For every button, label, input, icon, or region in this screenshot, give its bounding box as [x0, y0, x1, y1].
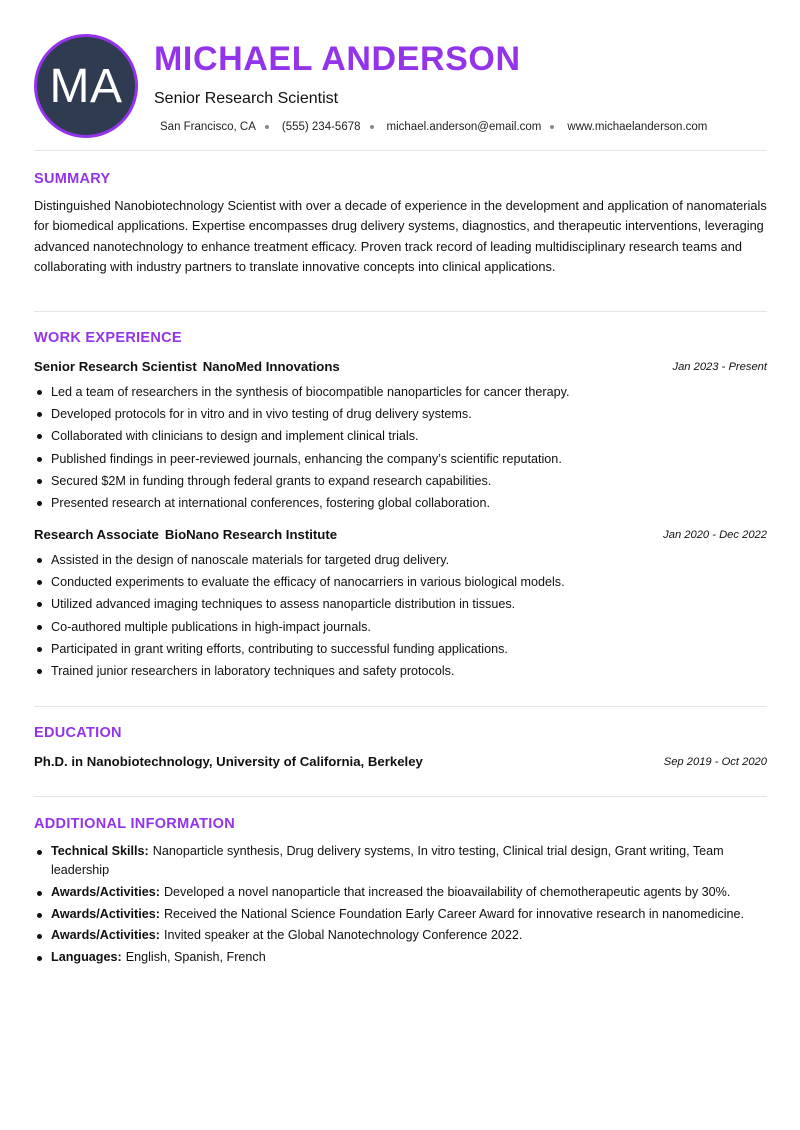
list-item: Collaborated with clinicians to design and implement clinical trials. — [34, 425, 768, 447]
info-text: English, Spanish, French — [125, 950, 266, 965]
list-item: Published findings in peer-reviewed journals, enhancing the company’s scientific reputation. — [34, 448, 768, 470]
section-divider — [34, 706, 767, 707]
summary-heading: SUMMARY — [34, 171, 111, 187]
contact-phone: (555) 234-5678 — [281, 121, 361, 133]
job-company: NanoMed Innovations — [202, 359, 340, 374]
job-bullets — [34, 381, 768, 514]
list-item: Assisted in the design of nanoscale materials for targeted drug delivery. — [34, 549, 768, 571]
job-bullets — [34, 549, 768, 682]
info-label: Awards/Activities: — [51, 906, 160, 921]
list-item: Co-authored multiple publications in high-impact journals. — [34, 616, 768, 638]
job-title — [34, 359, 340, 374]
list-item: Developed protocols for in vitro and in vivo testing of drug delivery systems. — [34, 403, 768, 425]
list-item: Led a team of researchers in the synthesis of biocompatible nanoparticles for cancer therapy. — [34, 381, 768, 403]
additional-info-heading: ADDITIONAL INFORMATION — [34, 816, 235, 832]
info-text: Received the National Science Foundation Early Career Award for innovative research in nanomedicine. — [163, 906, 745, 921]
info-label: Languages: — [51, 950, 122, 965]
job-company: BioNano Research Institute — [164, 527, 338, 542]
contact-email[interactable]: michael.anderson@email.com — [386, 121, 542, 133]
list-item: Conducted experiments to evaluate the efficacy of nanocarriers in various biological models. — [34, 571, 768, 593]
additional-info-list — [34, 842, 768, 970]
list-item: Utilized advanced imaging techniques to assess nanoparticle distribution in tissues. — [34, 593, 768, 615]
list-item — [34, 905, 768, 924]
education-heading: EDUCATION — [34, 725, 122, 741]
resume-header — [34, 34, 768, 138]
list-item: Presented research at international conferences, fostering global collaboration. — [34, 492, 768, 514]
list-item — [34, 842, 768, 880]
contact-location: San Francisco, CA — [160, 121, 256, 133]
section-divider — [34, 796, 767, 797]
separator-dot — [370, 125, 374, 129]
job-role: Senior Research Scientist — [34, 359, 197, 374]
separator-dot — [265, 125, 269, 129]
job-dates: Jan 2020 - Dec 2022 — [663, 529, 767, 541]
avatar-initials: MA — [49, 59, 123, 113]
job-role: Research Associate — [34, 527, 159, 542]
job-title — [34, 527, 337, 542]
separator-dot — [550, 125, 554, 129]
candidate-name: MICHAEL ANDERSON — [154, 40, 521, 78]
job-dates: Jan 2023 - Present — [672, 361, 767, 373]
list-item — [34, 883, 768, 902]
info-label: Awards/Activities: — [51, 884, 160, 899]
summary-text: Distinguished Nanobiotechnology Scientist with over a decade of experience in the development and application of nanomaterials for biomedical applications. Expertise encompasses drug delivery systems, diagnostics, and therapeutic interventions, leveraging advanced nanotechnology to enhance treatment efficacy. Proven track record of leading multidisciplinary research teams and collaborating with industry partners to translate innovative concepts into clinical applications. — [34, 198, 767, 274]
contact-website[interactable]: www.michaelanderson.com — [567, 121, 708, 133]
info-text: Invited speaker at the Global Nanotechnology Conference 2022. — [163, 928, 523, 943]
list-item: Secured $2M in funding through federal grants to expand research capabilities. — [34, 470, 768, 492]
work-experience-heading: WORK EXPERIENCE — [34, 330, 182, 346]
info-text: Developed a novel nanoparticle that increased the bioavailability of chemotherapeutic agents by 30%. — [163, 884, 731, 899]
list-item — [34, 926, 768, 945]
avatar — [34, 34, 138, 138]
section-divider — [34, 150, 767, 151]
list-item: Trained junior researchers in laboratory techniques and safety protocols. — [34, 660, 768, 682]
education-dates: Sep 2019 - Oct 2020 — [663, 756, 767, 768]
section-divider — [34, 311, 767, 312]
list-item: Participated in grant writing efforts, contributing to successful funding applications. — [34, 638, 768, 660]
education-degree: Ph.D. in Nanobiotechnology, University of California, Berkeley — [34, 754, 423, 769]
info-label: Awards/Activities: — [51, 928, 160, 943]
info-text: Nanoparticle synthesis, Drug delivery systems, In vitro testing, Clinical trial design, Grant writing, Team leadership — [51, 844, 724, 878]
contact-info — [160, 121, 707, 133]
candidate-title: Senior Research Scientist — [154, 90, 339, 107]
list-item — [34, 948, 768, 967]
info-label: Technical Skills: — [51, 844, 149, 858]
